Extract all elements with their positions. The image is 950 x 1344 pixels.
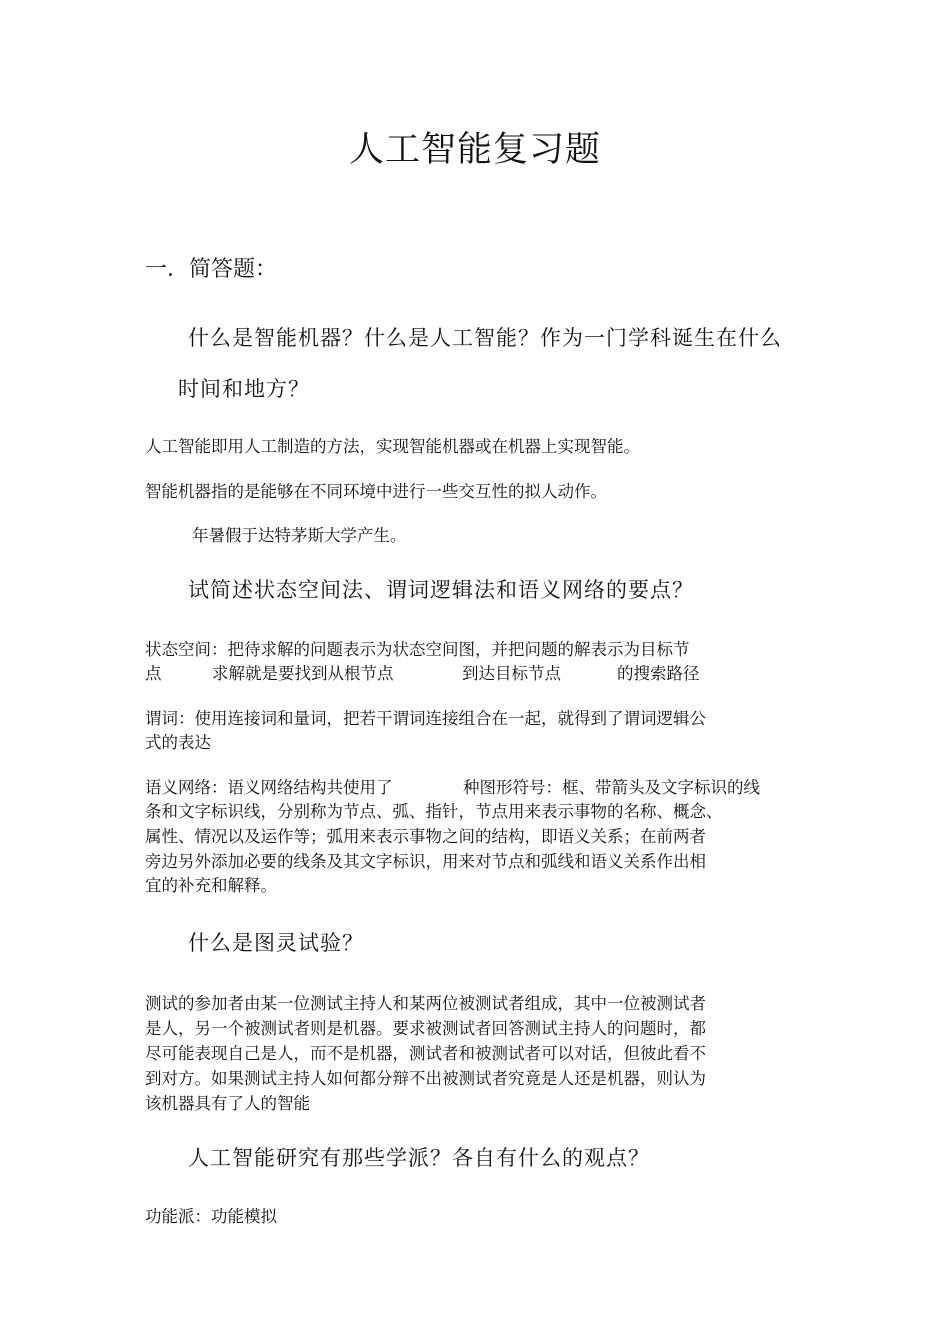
turing-answer-line-5: 该机器具有了人的智能 <box>145 1094 310 1113</box>
turing-answer-line-4: 到对方。如果测试主持人如何都分辩不出被测试者究竟是人还是机器，则认为 <box>145 1069 706 1088</box>
semantic-line-1b: 种图形符号：框、带箭头及文字标识的线 <box>463 778 760 797</box>
section-heading: 一．简答题： <box>145 257 278 282</box>
answer-1-line-1: 人工智能即用人工制造的方法，实现智能机器或在机器上实现智能。 <box>145 437 640 456</box>
state-space-line-2d: 的搜索路径 <box>617 664 700 683</box>
semantic-line-2: 条和文字标识线，分别称为节点、弧、指针，节点用来表示事物的名称、概念、 <box>145 802 723 821</box>
turing-answer-line-3: 尽可能表现自己是人，而不是机器，测试者和被测试者可以对话，但彼此看不 <box>145 1044 706 1063</box>
question-1-line-2: 时间和地方？ <box>178 377 310 401</box>
state-space-line-2b: 求解就是要找到从根节点 <box>212 664 394 683</box>
turing-answer-line-1: 测试的参加者由某一位测试主持人和某两位被测试者组成，其中一位被测试者 <box>145 994 706 1013</box>
semantic-line-3: 属性、情况以及运作等；弧用来表示事物之间的结构，即语义关系；在前两者 <box>145 827 706 846</box>
question-2: 试简述状态空间法、谓词逻辑法和语义网络的要点？ <box>188 578 694 602</box>
document-title: 人工智能复习题 <box>348 130 601 170</box>
semantic-line-4: 旁边另外添加必要的线条及其文字标识，用来对节点和弧线和语义关系作出相 <box>145 852 706 871</box>
semantic-line-5: 宜的补充和解释。 <box>145 876 277 895</box>
question-4: 人工智能研究有那些学派？各自有什么的观点？ <box>188 1146 650 1170</box>
state-space-line-2a: 点 <box>145 664 162 683</box>
answer-1-line-2: 智能机器指的是能够在不同环境中进行一些交互性的拟人动作。 <box>145 482 607 501</box>
question-1-line-1: 什么是智能机器？什么是人工智能？作为一门学科诞生在什么 <box>188 326 782 350</box>
answer-1-line-3: 年暑假于达特茅斯大学产生。 <box>192 526 407 545</box>
question-3: 什么是图灵试验？ <box>188 931 364 955</box>
state-space-line-2c: 到达目标节点 <box>462 664 561 683</box>
predicate-line-1: 谓词：使用连接词和量词，把若干谓词连接组合在一起，就得到了谓词逻辑公 <box>145 709 706 728</box>
semantic-line-1a: 语义网络：语义网络结构共使用了 <box>145 778 393 797</box>
predicate-line-2: 式的表达 <box>145 733 211 752</box>
turing-answer-line-2: 是人，另一个被测试者则是机器。要求被测试者回答测试主持人的问题时，都 <box>145 1019 706 1038</box>
state-space-line-1: 状态空间：把待求解的问题表示为状态空间图，并把问题的解表示为目标节 <box>145 640 690 659</box>
schools-answer-line-1: 功能派：功能模拟 <box>145 1207 277 1226</box>
